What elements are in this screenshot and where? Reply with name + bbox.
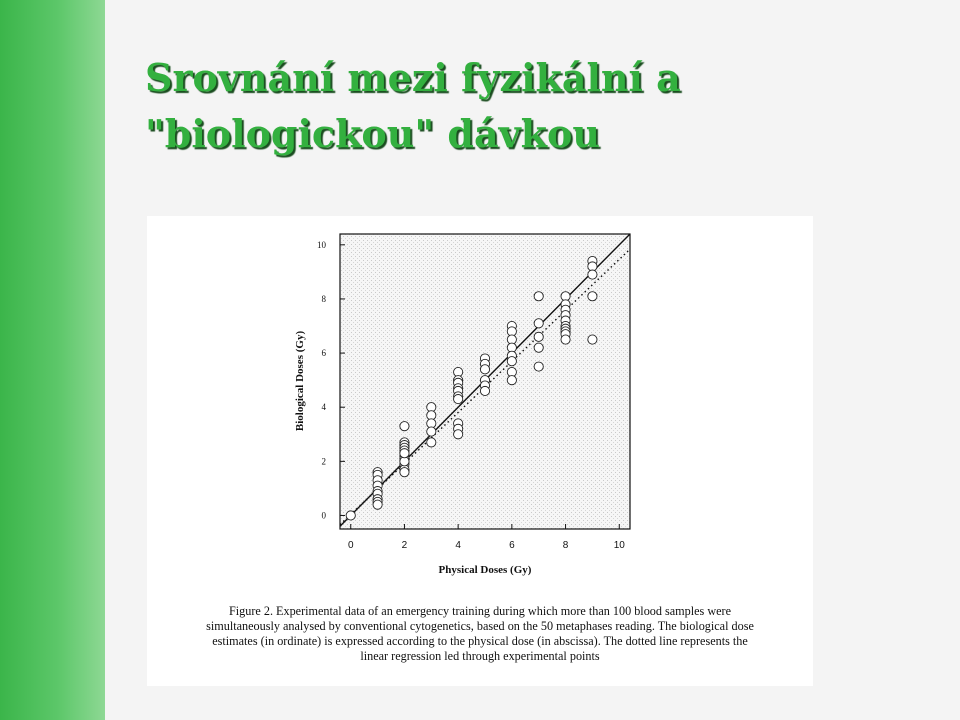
x-tick-label: 8 [562, 540, 569, 551]
title-line-2: "biologickou" dávkou [145, 111, 600, 156]
data-point [507, 376, 516, 385]
data-point [373, 500, 382, 509]
x-axis-title: Physical Doses (Gy) [438, 564, 532, 576]
data-point [400, 468, 409, 477]
data-point [534, 332, 543, 341]
data-point [480, 386, 489, 395]
scatter-chart [147, 216, 813, 604]
data-point [346, 511, 355, 520]
data-point [534, 292, 543, 301]
data-point [588, 292, 597, 301]
data-point [534, 319, 543, 328]
sidebar-decoration [0, 0, 105, 720]
caption-line-2: simultaneously analysed by conventional cytogenetics, based on the 50 metaphases reading. The biological dose [206, 619, 754, 633]
y-tick-label: 2 [321, 456, 326, 467]
y-tick-label: 0 [321, 510, 326, 521]
caption-line-1: Figure 2. Experimental data of an emergency training during which more than 100 blood samples were [228, 604, 732, 618]
caption-line-4: linear regression led through experimental points [360, 649, 600, 663]
data-point [400, 422, 409, 431]
data-point [507, 357, 516, 366]
figure-caption [147, 604, 813, 664]
data-point [561, 335, 570, 344]
y-tick-label: 6 [321, 348, 326, 359]
x-tick-label: 4 [455, 540, 461, 551]
data-point [534, 343, 543, 352]
data-point [534, 362, 543, 371]
slide-title [145, 50, 925, 162]
y-tick-label: 4 [321, 402, 326, 413]
x-tick-label: 6 [509, 540, 515, 551]
data-point [454, 394, 463, 403]
x-tick-label: 0 [347, 540, 354, 551]
title-line-1: Srovnání mezi fyzikální a [145, 55, 681, 100]
data-point [427, 427, 436, 436]
data-point [454, 430, 463, 439]
data-point [588, 335, 597, 344]
y-tick-label: 10 [317, 239, 326, 250]
y-axis-title: Biological Doses (Gy) [294, 330, 306, 432]
data-point [427, 438, 436, 447]
figure-panel [147, 216, 813, 686]
data-point [588, 270, 597, 279]
x-tick-label: 2 [401, 540, 408, 551]
data-point [480, 365, 489, 374]
caption-line-3: estimates (in ordinate) is expressed according to the physical dose (in abscissa). The dotted line represents the [212, 634, 748, 648]
data-point [400, 449, 409, 458]
y-tick-label: 8 [321, 293, 326, 304]
x-tick-label: 10 [613, 540, 625, 551]
